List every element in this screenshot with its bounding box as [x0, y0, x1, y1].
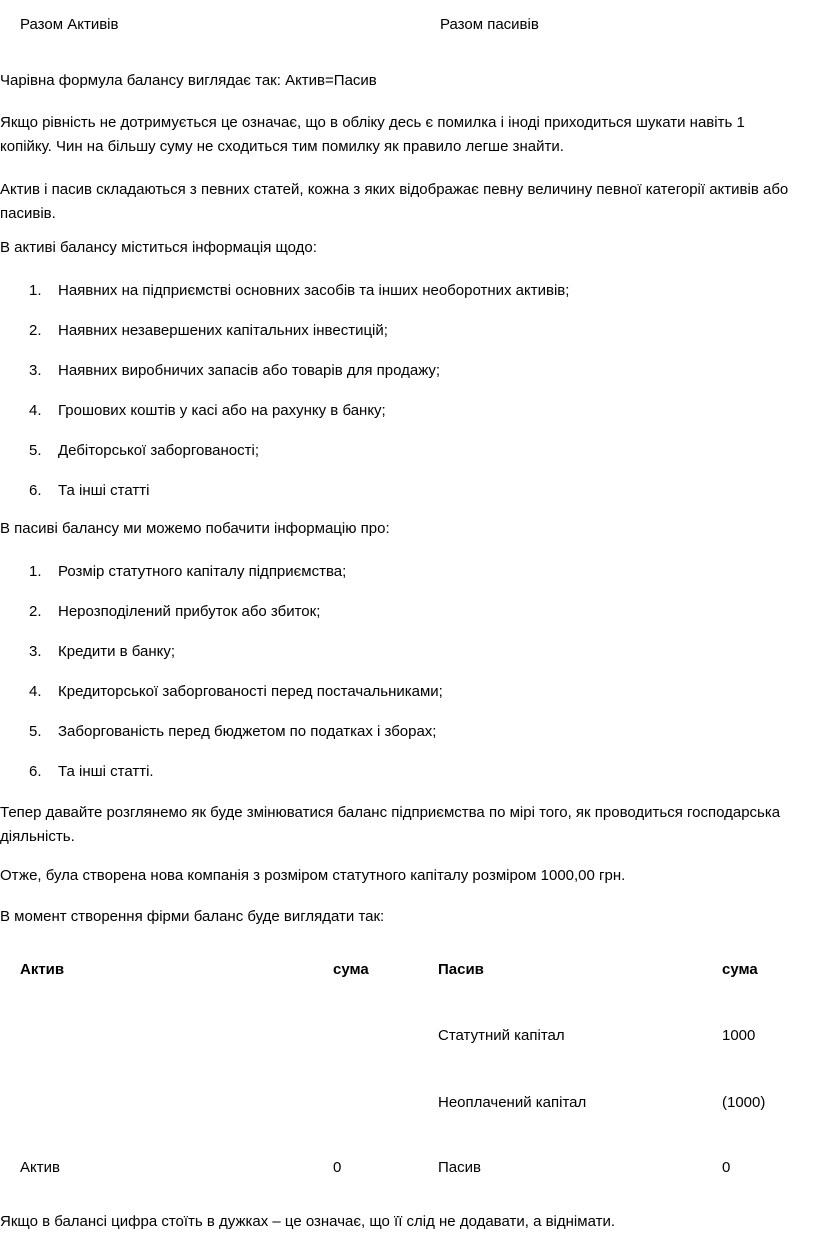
- table-cell: Пасив: [438, 1159, 481, 1176]
- table-header-amount-asset: сума: [333, 961, 369, 978]
- paragraph-new-company: Отже, була створена нова компанія з розміром статутного капіталу розміром 1000,00 грн.: [0, 867, 626, 884]
- table-header-asset: Актив: [20, 961, 65, 978]
- list-number: 3.: [29, 643, 42, 660]
- list-number: 2.: [29, 603, 42, 620]
- paragraph-articles: Актив і пасив складаються з певних статей, кожна з яких відображає певну величину певної категорії активів або пасивів.: [0, 181, 789, 222]
- table-header-amount-liability: сума: [722, 961, 758, 978]
- list-text: Та інші статті.: [58, 763, 154, 780]
- paragraph-balance-intro: В момент створення фірми баланс буде виглядати так:: [0, 908, 385, 925]
- list-number: 2.: [29, 322, 42, 339]
- list-number: 1.: [29, 563, 42, 580]
- table-cell: Актив: [20, 1159, 60, 1176]
- list-text: Нерозподілений прибуток або збиток;: [58, 603, 321, 620]
- table-cell: (1000): [722, 1094, 766, 1111]
- list-text: Грошових коштів у касі або на рахунку в банку;: [58, 402, 386, 419]
- liabilities-total-label: Разом пасивів: [440, 16, 539, 33]
- list-text: Заборгованість перед бюджетом по податках і зборах;: [58, 723, 437, 740]
- table-cell: 0: [722, 1159, 731, 1176]
- paragraph-error: Якщо рівність не дотримується це означає, що в обліку десь є помилка і іноді приходиться шукати навіть 1 копійку. Чин на більшу суму не сходиться тим помилку як правило легше знайти.: [0, 114, 745, 155]
- list-number: 5.: [29, 723, 42, 740]
- paragraph-assets-intro: В активі балансу міститься інформація щодо:: [0, 239, 317, 256]
- list-text: Розмір статутного капіталу підприємства;: [58, 563, 347, 580]
- list-text: Наявних на підприємстві основних засобів та інших необоротних активів;: [58, 282, 570, 299]
- table-cell: 1000: [722, 1027, 756, 1044]
- assets-total-label: Разом Активів: [20, 16, 119, 33]
- table-cell: 0: [333, 1159, 342, 1176]
- list-number: 4.: [29, 683, 42, 700]
- list-number: 6.: [29, 482, 42, 499]
- list-number: 5.: [29, 442, 42, 459]
- paragraph-brackets-note: Якщо в балансі цифра стоїть в дужках – це означає, що її слід не додавати, а віднімати.: [0, 1213, 615, 1230]
- paragraph-activity: Тепер давайте розглянемо як буде змінюватися баланс підприємства по мірі того, як проводиться господарська діяльність.: [0, 804, 781, 845]
- list-text: Кредити в банку;: [58, 643, 176, 660]
- paragraph-liabilities-intro: В пасиві балансу ми можемо побачити інформацію про:: [0, 520, 390, 537]
- list-text: Та інші статті: [58, 482, 150, 499]
- list-text: Наявних виробничих запасів або товарів для продажу;: [58, 362, 441, 379]
- list-text: Наявних незавершених капітальних інвестицій;: [58, 322, 388, 339]
- paragraph-formula: Чарівна формула балансу виглядає так: Актив=Пасив: [0, 72, 377, 89]
- list-number: 4.: [29, 402, 42, 419]
- list-text: Кредиторської заборгованості перед постачальниками;: [58, 683, 443, 700]
- table-header-liability: Пасив: [438, 961, 484, 978]
- list-number: 3.: [29, 362, 42, 379]
- list-number: 1.: [29, 282, 42, 299]
- list-text: Дебіторської заборгованості;: [58, 442, 259, 459]
- list-number: 6.: [29, 763, 42, 780]
- table-cell: Статутний капітал: [438, 1027, 565, 1044]
- table-cell: Неоплачений капітал: [438, 1094, 587, 1111]
